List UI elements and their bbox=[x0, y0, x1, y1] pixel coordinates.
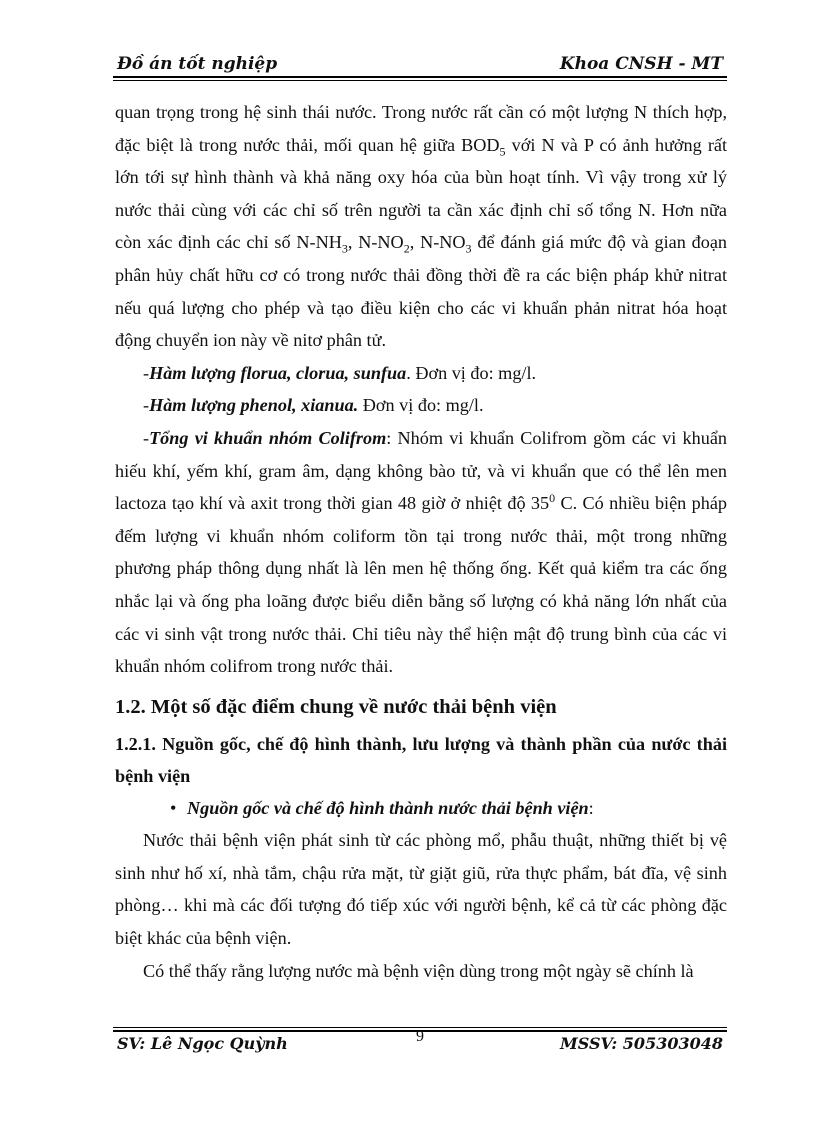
page-body bbox=[115, 96, 727, 987]
paragraph-phenol: -Hàm lượng phenol, xianua. Đơn vị đo: mg/l. bbox=[143, 395, 484, 416]
bullet-item: • Nguồn gốc và chế độ hình thành nước thải bệnh viện: bbox=[115, 792, 727, 825]
paragraph-coliform: -Tổng vi khuẩn nhóm Colifrom: Nhóm vi khuẩn Colifrom gồm các vi khuẩn hiếu khí, yếm khí, gram âm, dạng không bào tử, và vi khuẩn que có thể lên men lactoza tạo khí và axit trong thời gian 48 giờ ở nhiệt độ $35^0$ C. Có nhiều biện pháp đếm lượng vi khuẩn nhóm coliform tồn tại trong nước thải, một trong những phương pháp thông dụng nhất là lên men hệ thống ống. Kết quả kiểm tra các ống nhắc lại và ống pha loãng được biểu diễn bằng số lượng có khả năng lớn nhất của các vi sinh vật trong nước thải. Chỉ tiêu này thể hiện mật độ trung bình của các vi khuẩn nhóm colifrom trong nước thải. bbox=[115, 427, 728, 677]
paragraph-volume: Có thể thấy rằng lượng nước mà bệnh viện dùng trong một ngày sẽ chính là bbox=[143, 960, 694, 981]
subsection-heading: 1.2.1. Nguồn gốc, chế độ hình thành, lưu lượng và thành phần của nước thải bệnh viện bbox=[115, 733, 727, 786]
footer-student-name: SV: Lê Ngọc Quỳnh bbox=[117, 1034, 288, 1053]
header-faculty-label: Khoa CNSH - MT bbox=[559, 54, 723, 74]
paragraph-florua: -Hàm lượng florua, clorua, sunfua. Đơn vị đo: mg/l. bbox=[143, 362, 537, 383]
footer-student-id: MSSV: 505303048 bbox=[560, 1034, 723, 1053]
page-header bbox=[113, 52, 727, 78]
page-footer bbox=[113, 1030, 727, 1060]
header-rule-thin bbox=[113, 80, 727, 81]
header-thesis-label: Đồ án tốt nghiệp bbox=[117, 54, 278, 74]
paragraph-nitrogen: quan trọng trong hệ sinh thái nước. Trong nước rất cần có một lượng N thích hợp, đặc biệt là trong nước thải, mối quan hệ giữa $BOD_5$ với N và P có ảnh hưởng rất lớn tới sự hình thành và khả năng oxy hóa của bùn hoạt tính. Vì vậy trong xử lý nước thải cùng với các chỉ số trên người ta cần xác định chỉ số tổng N. Hơn nữa còn xác định các chỉ số $N-NH_3$, $N-NO_2$, $N-NO_3$ để đánh giá mức độ và gian đoạn phân hủy chất hữu cơ có trong nước thải đồng thời đề ra các biện pháp khử nitrat nếu quá lượng cho phép và tạo điều kiện cho các vi khuẩn phản nitrat hóa hoạt động chuyển ion này về nitơ phân tử. bbox=[115, 102, 727, 351]
page-number: 9 bbox=[416, 1028, 424, 1045]
section-heading: 1.2. Một số đặc điểm chung về nước thải bệnh viện bbox=[115, 695, 557, 718]
paragraph-sources: Nước thải bệnh viện phát sinh từ các phòng mổ, phẫu thuật, những thiết bị vệ sinh như hố xí, nhà tắm, chậu rửa mặt, từ giặt giũ, rửa thực phẩm, bát đĩa, vệ sinh phòng… khi mà các đối tượng đó tiếp xúc với người bệnh, kể cả từ các phòng đặc biệt khác của bệnh viện. bbox=[115, 830, 727, 949]
bullet-dot-icon: • bbox=[170, 797, 177, 818]
header-rule bbox=[113, 76, 727, 78]
